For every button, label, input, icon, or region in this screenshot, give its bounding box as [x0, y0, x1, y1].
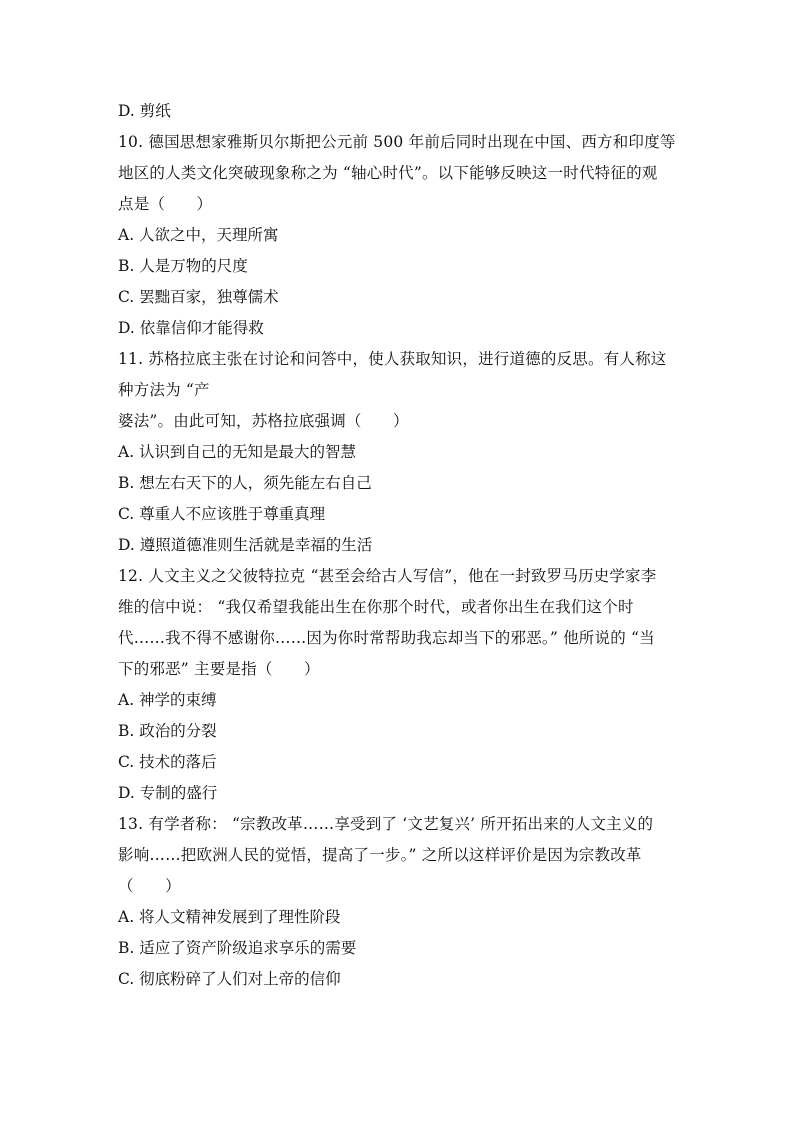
q12-option-c: C. 技术的落后 — [118, 753, 217, 771]
q13-option-c: C. 彻底粉碎了人们对上帝的信仰 — [118, 970, 341, 988]
q12-stem-line-4: 下的邪恶” 主要是指（ ） — [118, 660, 320, 678]
q10-option-d: D. 依靠信仰才能得救 — [118, 319, 264, 337]
q11-option-d: D. 遵照道德准则生活就是幸福的生活 — [118, 536, 373, 554]
q10-stem-line-3: 点是（ ） — [118, 195, 213, 213]
q11-stem-line-1: 11. 苏格拉底主张在讨论和问答中，使人获取知识，进行道德的反思。有人称这 — [118, 350, 667, 368]
q11-option-c: C. 尊重人不应该胜于尊重真理 — [118, 505, 326, 523]
q11-option-a: A. 认识到自己的无知是最大的智慧 — [118, 443, 357, 461]
q11-stem-line-3: 婆法”。由此可知，苏格拉底强调（ ） — [118, 412, 409, 430]
q11-option-b: B. 想左右天下的人，须先能左右自己 — [118, 474, 372, 492]
q9-option-d: D. 剪纸 — [118, 102, 171, 120]
q13-option-b: B. 适应了资产阶级追求享乐的需要 — [118, 939, 357, 957]
q10-option-c: C. 罢黜百家，独尊儒术 — [118, 288, 279, 306]
q12-option-a: A. 神学的束缚 — [118, 691, 217, 709]
question-11 — [118, 344, 678, 561]
question-12 — [118, 561, 678, 809]
q13-stem-line-3: （ ） — [118, 877, 181, 895]
question-10 — [118, 127, 678, 344]
document-page — [118, 96, 678, 995]
q13-stem-line-1: 13. 有学者称： “宗教改革……享受到了 ‘文艺复兴’ 所开拓出来的人文主义的 — [118, 815, 654, 833]
q12-option-b: B. 政治的分裂 — [118, 722, 217, 740]
q13-option-a: A. 将人文精神发展到了理性阶段 — [118, 908, 341, 926]
q12-stem-line-1: 12. 人文主义之父彼特拉克 “甚至会给古人写信”，他在一封致罗马历史学家李 — [118, 567, 657, 585]
q13-stem-line-2: 影响……把欧洲人民的觉悟，提高了一步。” 之所以这样评价是因为宗教改革 — [118, 846, 642, 864]
q12-stem-line-2: 维的信中说： “我仅希望我能出生在你那个时代，或者你出生在我们这个时 — [118, 598, 634, 616]
q11-stem-line-2: 种方法为 “产 — [118, 381, 210, 399]
q10-stem-line-2: 地区的人类文化突破现象称之为 “轴心时代”。以下能够反映这一时代特征的观 — [118, 164, 658, 182]
q12-option-d: D. 专制的盛行 — [118, 784, 218, 802]
q10-stem-line-1: 10. 德国思想家雅斯贝尔斯把公元前 500 年前后同时出现在中国、西方和印度等 — [118, 133, 676, 151]
q12-stem-line-3: 代……我不得不感谢你……因为你时常帮助我忘却当下的邪恶。” 他所说的 “当 — [118, 629, 655, 647]
q10-option-a: A. 人欲之中，天理所寓 — [118, 226, 279, 244]
question-13 — [118, 809, 678, 995]
q10-option-b: B. 人是万物的尺度 — [118, 257, 248, 275]
